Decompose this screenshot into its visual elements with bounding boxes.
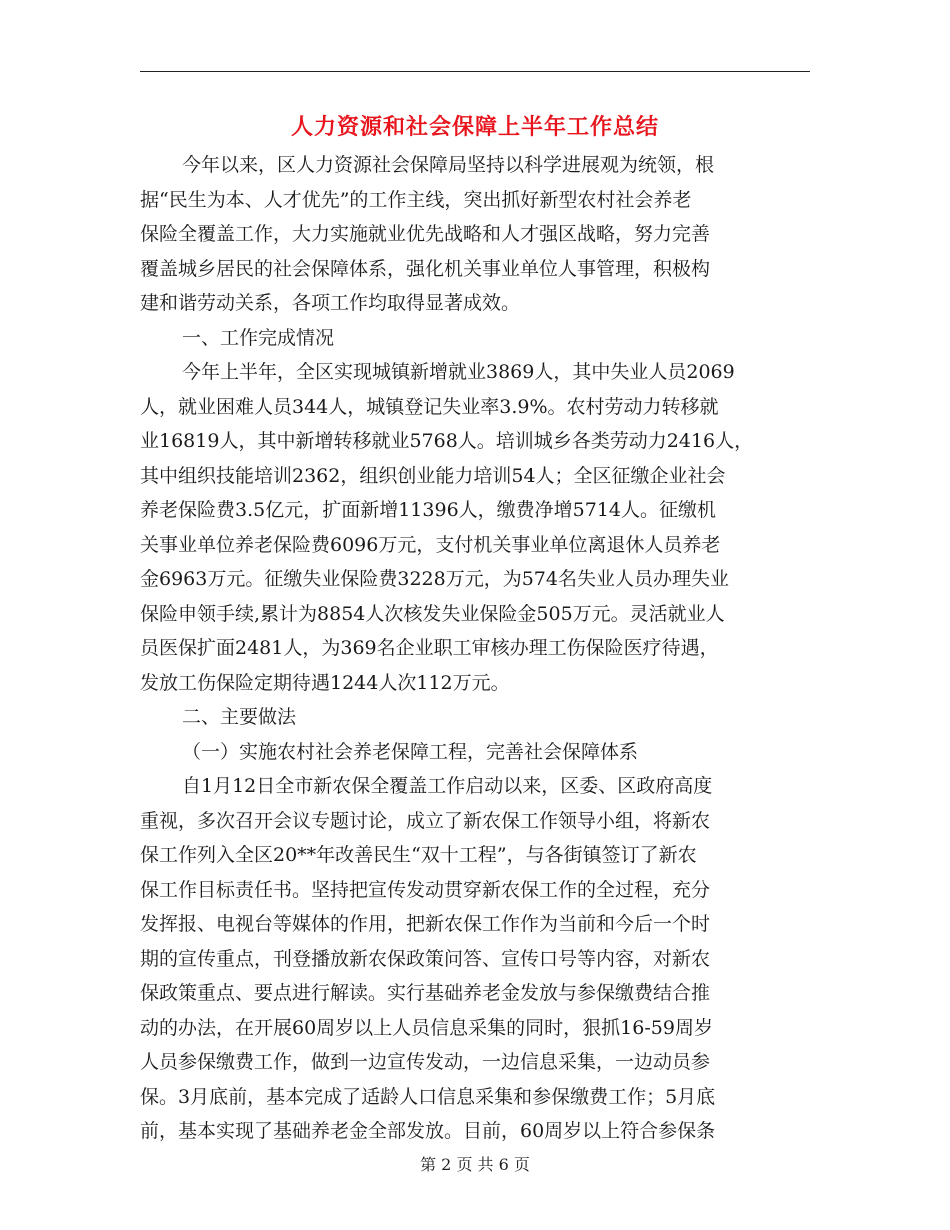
paragraph-line: 据“民生为本、人才优先”的工作主线，突出抓好新型农村社会养老	[140, 188, 692, 211]
subsection-heading: （一）实施农村社会养老保障工程，完善社会保障体系	[182, 740, 639, 763]
paragraph-line: 今年以来，区人力资源社会保障局坚持以科学进展观为统领，根	[182, 154, 715, 176]
paragraph-line: 发挥报、电视台等媒体的作用，把新农保工作作为当前和今后一个时	[140, 913, 711, 935]
paragraph-line: 养老保险费3.5亿元，扩面新增11396人，缴费净增5714人。征缴机	[140, 499, 717, 521]
paragraph-line: 金6963万元。征缴失业保险费3228万元，为574名失业人员办理失业	[140, 568, 729, 590]
paragraph-line: 建和谐劳动关系，各项工作均取得显著成效。	[140, 292, 521, 314]
paragraph-line: 保工作列入全区20**年改善民生“双十工程”，与各街镇签订了新农	[140, 844, 697, 866]
paragraph-line: 人，就业困难人员344人，城镇登记失业率3.9%。农村劳动力转移就	[140, 395, 719, 418]
paragraph-line: 关事业单位养老保险费6096万元，支付机关事业单位离退休人员养老	[140, 533, 721, 556]
page-number: 第 2 页 共 6 页	[420, 1155, 530, 1174]
header-rule	[140, 71, 810, 72]
paragraph-line: 保工作目标责任书。坚持把宣传发动贯穿新农保工作的全过程，充分	[140, 878, 711, 901]
section-heading: 二、主要做法	[182, 706, 297, 728]
paragraph-line: 人员参保缴费工作，做到一边宣传发动，一边信息采集，一边动员参	[140, 1051, 711, 1073]
paragraph-line: 保险申领手续,累计为8854人次核发失业保险金505万元。灵活就业人	[140, 602, 725, 625]
paragraph-line: 其中组织技能培训2362，组织创业能力培训54人；全区征缴企业社会	[140, 464, 726, 487]
paragraph-line: 覆盖城乡居民的社会保障体系，强化机关事业单位人事管理，积极构	[140, 257, 711, 280]
paragraph-line: 保。3月底前，基本完成了适龄人口信息采集和参保缴费工作；5月底	[140, 1085, 716, 1108]
paragraph-line: 重视，多次召开会议专题讨论，成立了新农保工作领导小组，将新农	[140, 809, 711, 832]
paragraph-line: 期的宣传重点，刊登播放新农保政策问答、宣传口号等内容，对新农	[140, 947, 711, 970]
document-title: 人力资源和社会保障上半年工作总结	[290, 114, 659, 140]
paragraph-line: 今年上半年，全区实现城镇新增就业3869人，其中失业人员2069	[182, 361, 735, 383]
paragraph-line: 发放工伤保险定期待遇1244人次112万元。	[140, 671, 510, 694]
paragraph-line: 自1月12日全市新农保全覆盖工作启动以来，区委、区政府高度	[182, 775, 713, 797]
document-body	[140, 148, 812, 1149]
paragraph-line: 前，基本实现了基础养老金全部发放。目前，60周岁以上符合参保条	[140, 1120, 716, 1142]
section-heading: 一、工作完成情况	[182, 326, 335, 349]
paragraph-line: 员医保扩面2481人，为369名企业职工审核办理工伤保险医疗待遇，	[140, 637, 719, 659]
paragraph-line: 业16819人，其中新增转移就业5768人。培训城乡各类劳动力2416人，	[140, 430, 754, 452]
paragraph-line: 保险全覆盖工作，大力实施就业优先战略和人才强区战略，努力完善	[140, 223, 711, 245]
paragraph-line: 动的办法，在开展60周岁以上人员信息采集的同时，狠抓16-59周岁	[140, 1016, 713, 1039]
paragraph-line: 保政策重点、要点进行解读。实行基础养老金发放与参保缴费结合推	[140, 982, 711, 1004]
